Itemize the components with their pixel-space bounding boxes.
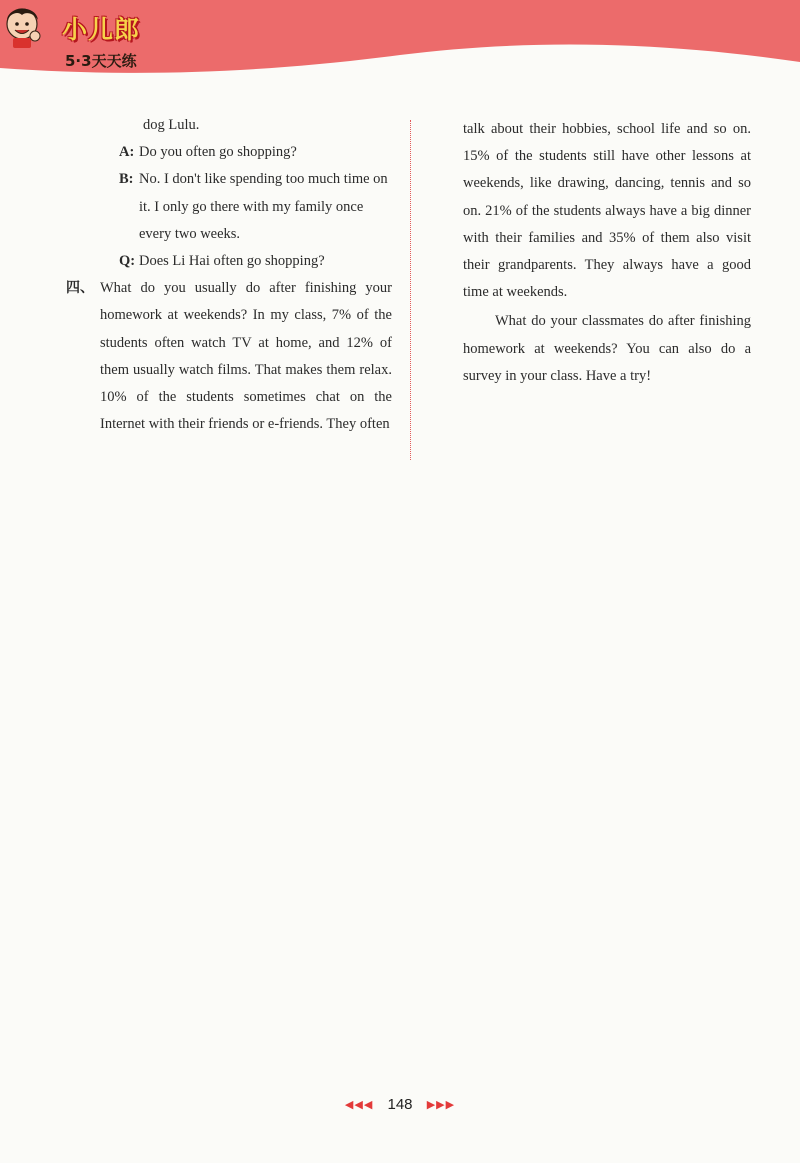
mascot-boy-icon [0, 0, 44, 50]
question-number: 四、 [66, 280, 94, 297]
page-number: 148 [387, 1096, 413, 1113]
dialogue-text: No. I don't like spending too much time on it. I only go there with my family once every two weeks. [139, 171, 388, 242]
right-arrows-icon: ▶▶▶ [426, 1099, 456, 1111]
dialogue-line-a [66, 139, 392, 166]
dialogue-text: Do you often go shopping? [139, 144, 297, 161]
page-footer [0, 1096, 800, 1113]
left-column [66, 112, 392, 438]
dialogue-text: Does Li Hai often go shopping? [139, 253, 325, 270]
question-text: What do you usually do after finishing your homework at weekends? In my class, 7% of the students often watch TV at home, and 12% of them usually watch films. That makes them relax. 10% of the students sometimes chat on the Internet with their friends or e-friends. They often [100, 280, 392, 433]
passage-paragraph-1: talk about their hobbies, school life and so on. 15% of the students still have other lessons at weekends, like drawing, dancing, tennis and so on. 21% of the students always have a big dinner with their families and 35% of them also visit their grandparents. They always have a good time at weekends. [463, 121, 751, 301]
brand-logo: 小儿郎 [62, 15, 141, 44]
column-divider [410, 120, 411, 460]
continued-line: dog Lulu. [143, 117, 200, 133]
question-four [66, 275, 392, 438]
dialogue-line-q [66, 248, 392, 275]
dialogue-line-b [66, 166, 392, 248]
page-header [0, 0, 800, 90]
speaker-label: Q: [119, 253, 136, 270]
right-column [463, 116, 751, 390]
speaker-label: B: [119, 171, 134, 188]
series-name: 5·3天天练 [65, 52, 137, 70]
speaker-label: A: [119, 144, 135, 161]
left-arrows-icon: ◀◀◀ [344, 1099, 374, 1111]
passage-paragraph-2: What do your classmates do after finishing homework at weekends? You can also do a survey in your class. Have a try! [463, 313, 751, 384]
